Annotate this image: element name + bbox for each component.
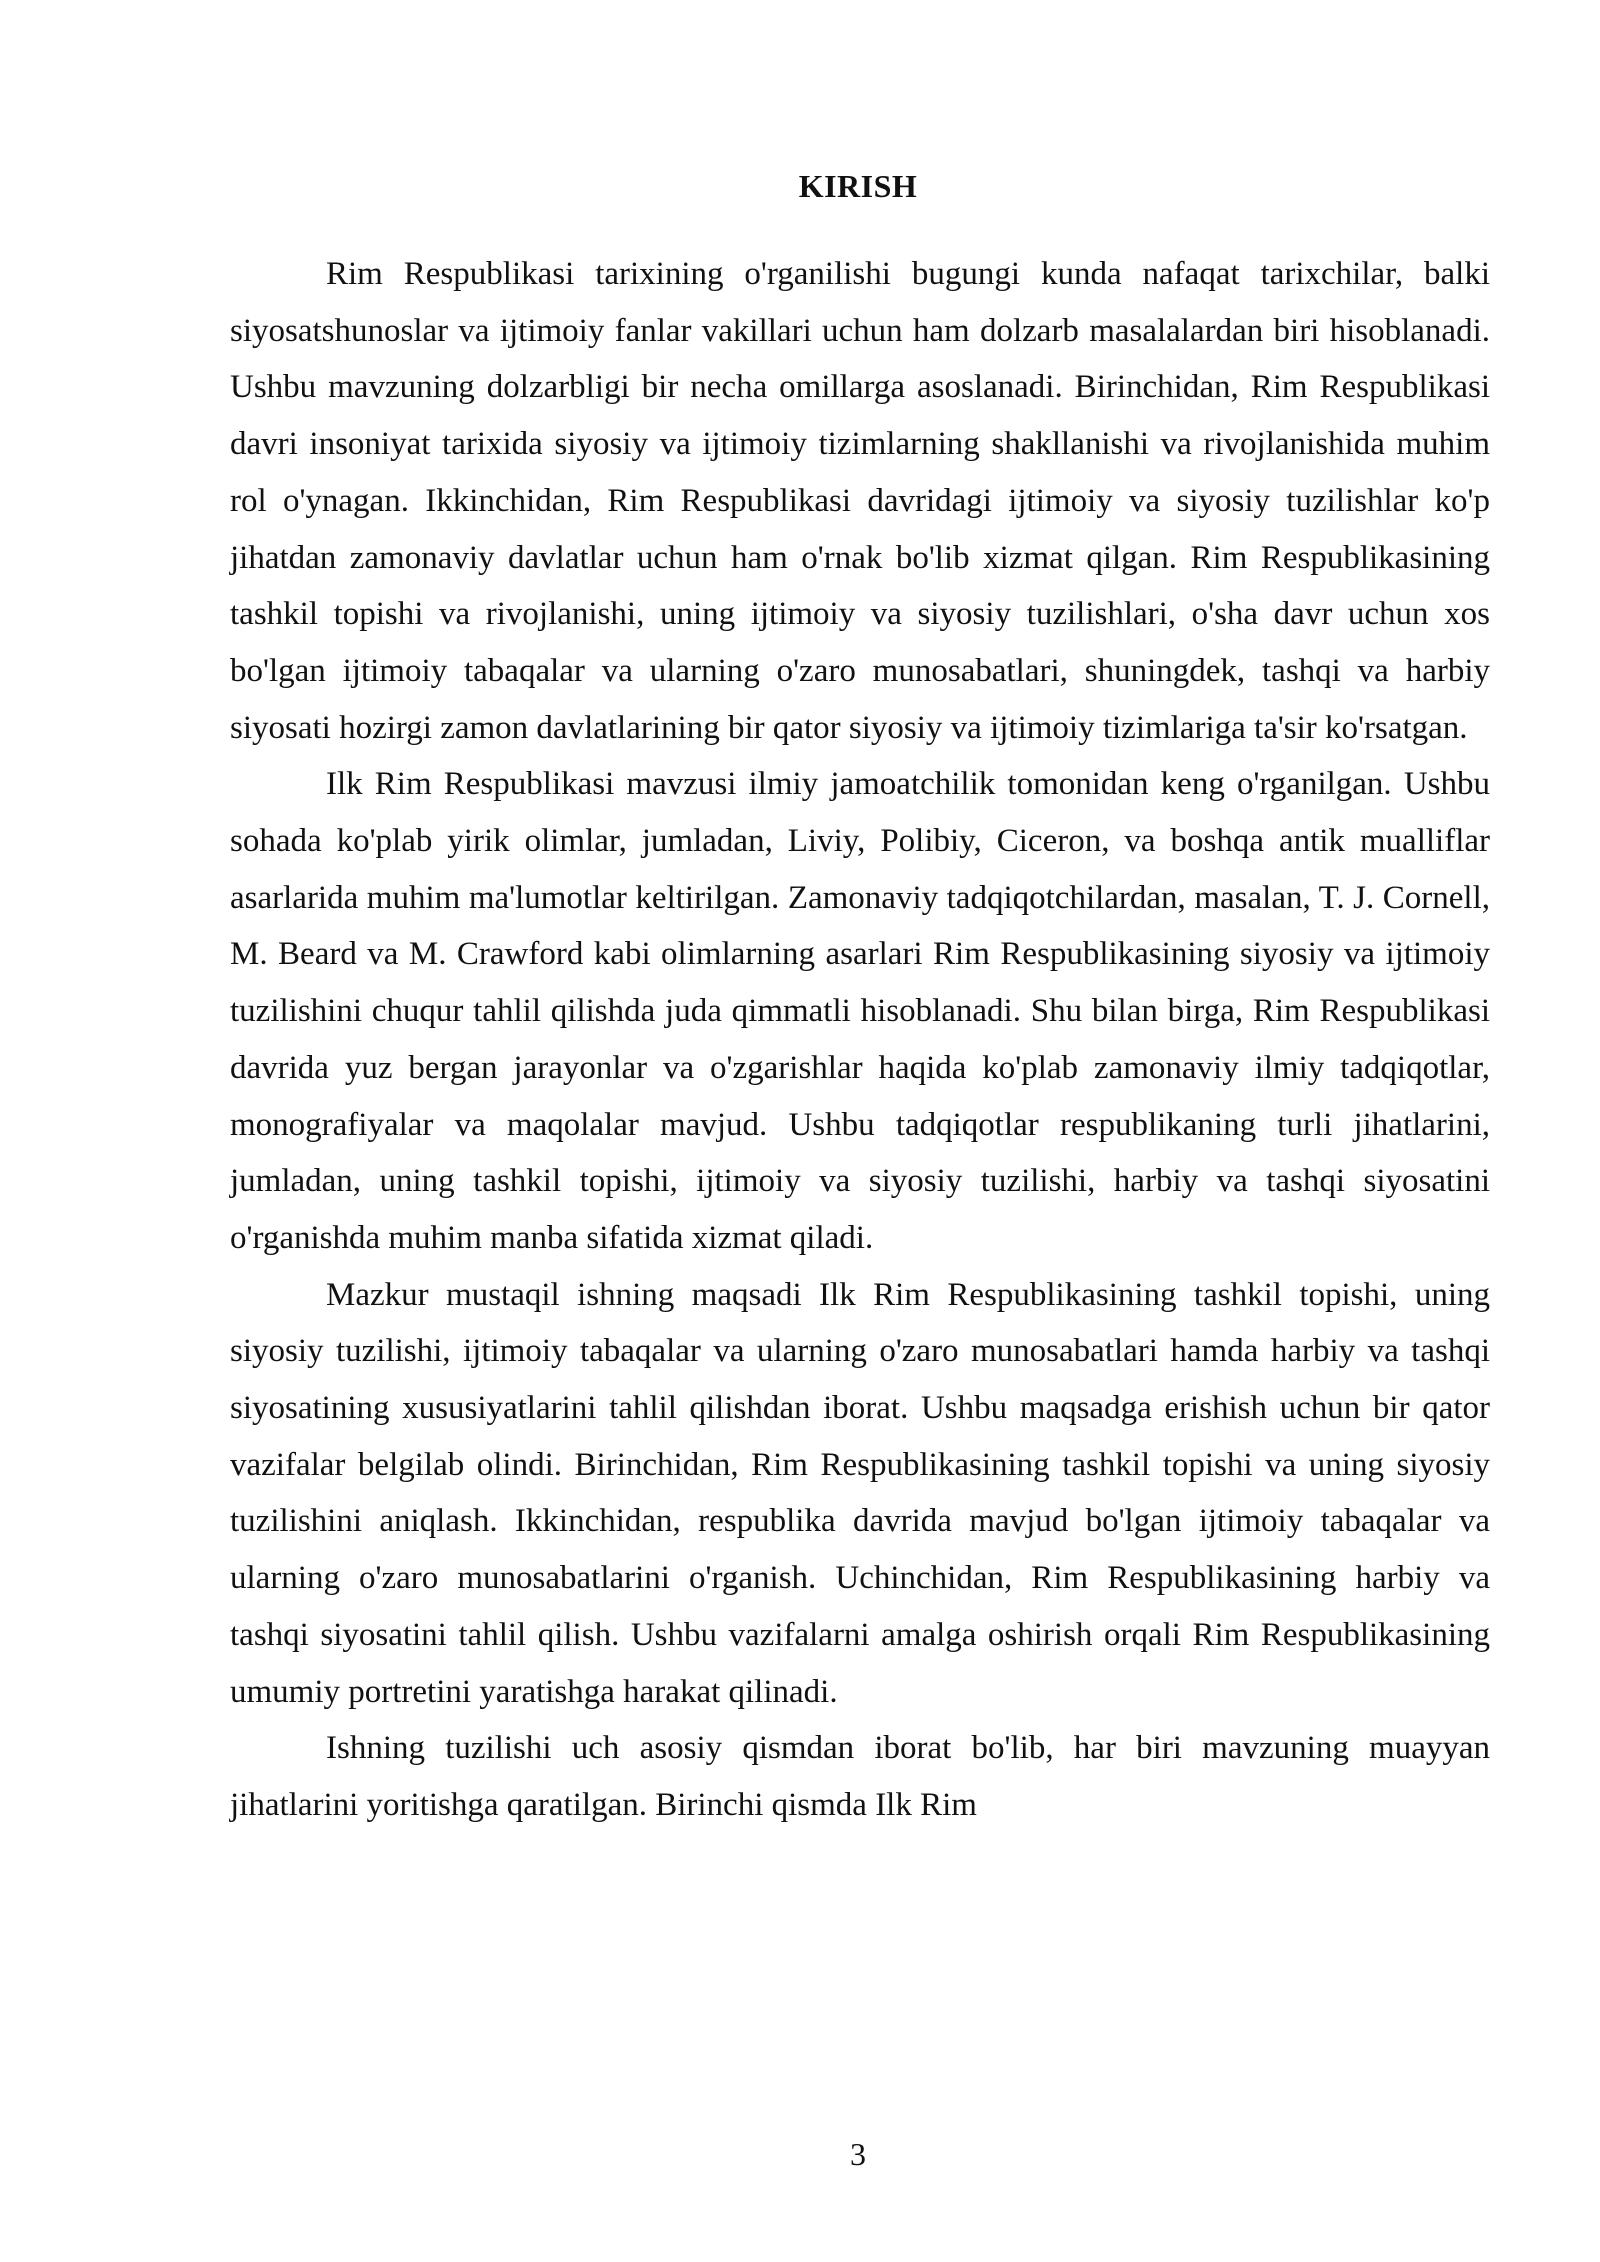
body-text bbox=[230, 246, 1490, 1834]
paragraph-3: Mazkur mustaqil ishning maqsadi Ilk Rim Respublikasining tashkil topishi, uning siyosiy tuzilishi, ijtimoiy tabaqalar va ularning o'zaro munosabatlari hamda harbiy va tashqi siyosatining xususiyatlarini tahlil qilishdan iborat. Ushbu maqsadga erishish uchun bir qator vazifalar belgilab olindi. Birinchidan, Rim Respublikasining tashkil topishi va uning siyosiy tuzilishini aniqlash. Ikkinchidan, respublika davrida mavjud bo'lgan ijtimoiy tabaqalar va ularning o'zaro munosabatlarini o'rganish. Uchinchidan, Rim Respublikasining harbiy va tashqi siyosatini tahlil qilish. Ushbu vazifalarni amalga oshirish orqali Rim Respublikasining umumiy portretini yaratishga harakat qilinadi. bbox=[230, 1276, 1490, 1710]
paragraph-4: Ishning tuzilishi uch asosiy qismdan iborat bo'lib, har biri mavzuning muayyan jihatlarini yoritishga qaratilgan. Birinchi qismda Ilk Rim bbox=[230, 1730, 1490, 1823]
paragraph-1: Rim Respublikasi tarixining o'rganilishi bugungi kunda nafaqat tarixchilar, balki siyosatshunoslar va ijtimoiy fanlar vakillari uchun ham dolzarb masalalardan biri hisoblanadi. Ushbu mavzuning dolzarbligi bir necha omillarga asoslanadi. Birinchidan, Rim Respublikasi davri insoniyat tarixida siyosiy va ijtimoiy tizimlarning shakllanishi va rivojlanishida muhim rol o'ynagan. Ikkinchidan, Rim Respublikasi davridagi ijtimoiy va siyosiy tuzilishlar ko'p jihatdan zamonaviy davlatlar uchun ham o'rnak bo'lib xizmat qilgan. Rim Respublikasining tashkil topishi va rivojlanishi, uning ijtimoiy va siyosiy tuzilishlari, o'sha davr uchun xos bo'lgan ijtimoiy tabaqalar va ularning o'zaro munosabatlari, shuningdek, tashqi va harbiy siyosati hozirgi zamon davlatlarining bir qator siyosiy va ijtimoiy tizimlariga ta'sir ko'rsatgan. bbox=[230, 256, 1490, 746]
page-title: KIRISH bbox=[798, 168, 918, 204]
paragraph-2: Ilk Rim Respublikasi mavzusi ilmiy jamoatchilik tomonidan keng o'rganilgan. Ushbu sohada ko'plab yirik olimlar, jumladan, Liviy, Polibiy, Ciceron, va boshqa antik mualliflar asarlarida muhim ma'lumotlar keltirilgan. Zamonaviy tadqiqotchilardan, masalan, T. J. Cornell, M. Beard va M. Crawford kabi olimlarning asarlari Rim Respublikasining siyosiy va ijtimoiy tuzilishini chuqur tahlil qilishda juda qimmatli hisoblanadi. Shu bilan birga, Rim Respublikasi davrida yuz bergan jarayonlar va o'zgarishlar haqida ko'plab zamonaviy ilmiy tadqiqotlar, monografiyalar va maqolalar mavjud. Ushbu tadqiqotlar respublikaning turli jihatlarini, jumladan, uning tashkil topishi, ijtimoiy va siyosiy tuzilishi, harbiy va tashqi siyosatini o'rganishda muhim manba sifatida xizmat qiladi. bbox=[230, 766, 1490, 1256]
page-number: 3 bbox=[850, 2136, 866, 2172]
